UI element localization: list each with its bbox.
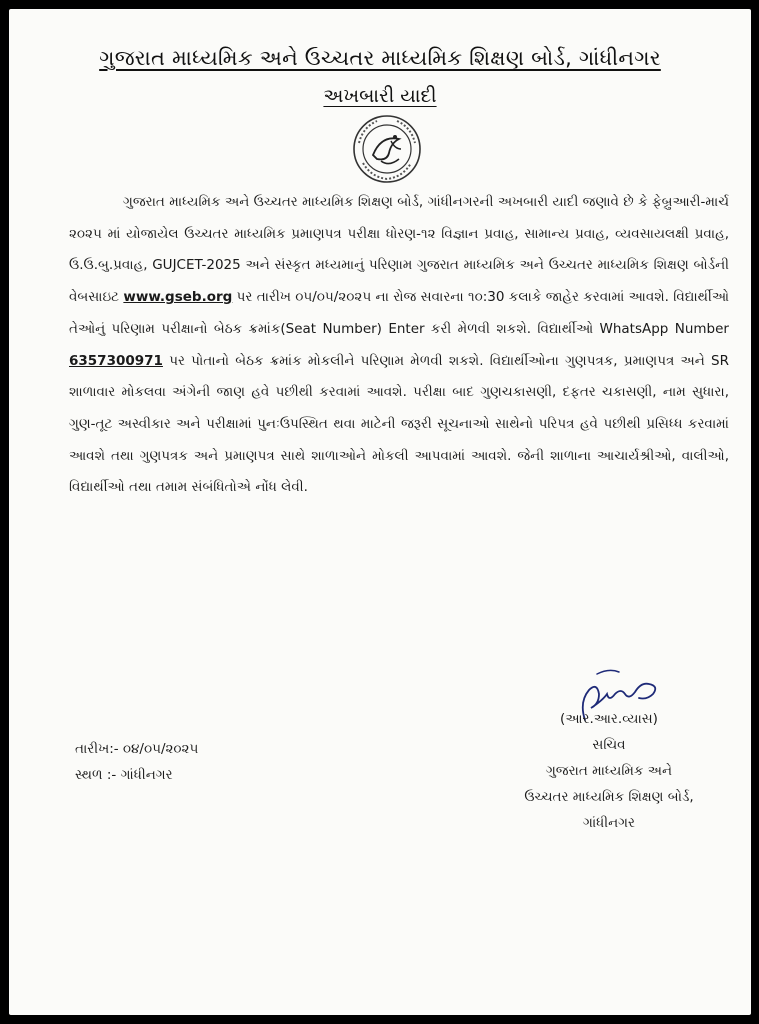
body-text-part1: ગુજરાત માધ્યમિક અને ઉચ્ચતર માધ્યમિક શિક્ષણ બોર્ડ, ગાંધીનગરની અખબારી યાદી જણાવે છે કે ફેબ્રુઆરી-માર્ચ ૨૦૨૫ માં યોજાયેલ ઉચ્ચતર માધ્યમિક પ્રમાણપત્ર પરીક્ષા ધોરણ-૧૨ વિજ્ઞાન પ્રવાહ, સામાન્ય પ્રવાહ, વ્યવસાયલક્ષી પ્રવાહ, ઉ.ઉ.બુ.પ્રવાહ, GUJCET-2025 અને સંસ્કૃત મધ્યમાનું પરિણામ ગુજરાત માધ્યમિક અને ઉચ્ચતર માધ્યમિક શિક્ષણ બોર્ડની વેબસાઇટ	[69, 194, 729, 306]
signatory-designation: સચિવ	[592, 737, 626, 753]
document-date: તારીખ:- ૦૪/૦૫/૨૦૨૫	[75, 741, 199, 757]
body-text-part2: પર તારીખ ૦૫/૦૫/૨૦૨૫ ના રોજ સવારના ૧૦:30 કલાકે જાહેર કરવામાં આવશે. વિદ્યાર્થીઓ તેઓનું પરિણામ પરીક્ષાનો બેઠક ક્રમાંક(Seat Number) Enter કરી મેળવી શકશે. વિદ્યાર્થીઓ WhatsApp Number	[69, 289, 730, 337]
website-link[interactable]: www.gseb.org	[123, 289, 233, 306]
press-release-title: અખબારી યાદી	[323, 85, 437, 107]
board-title: ગુજરાત માધ્યમિક અને ઉચ્ચતર માધ્યમિક શિક્ષણ બોર્ડ, ગાંધીનગર	[99, 46, 661, 70]
document-place: સ્થળ :- ગાંધીનગર	[75, 767, 173, 783]
whatsapp-number[interactable]: 6357300971	[69, 352, 163, 369]
signatory-org-line3: ગાંધીનગર	[582, 815, 635, 831]
signatory-org-line2: ઉચ્ચતર માધ્યમિક શિક્ષણ બોર્ડ,	[524, 789, 694, 805]
date-place-block	[75, 736, 198, 788]
body-paragraph	[69, 187, 729, 504]
signature-block	[509, 706, 709, 836]
signatory-org-line1: ગુજરાત માધ્યમિક અને	[545, 763, 673, 779]
signatory-name: (આર.આર.વ્યાસ)	[560, 711, 658, 727]
board-seal-icon	[351, 113, 423, 185]
body-text-part3: પર પોતાનો બેઠક ક્રમાંક મોકલીને પરિણામ મેળવી શકશે. વિદ્યાર્થીઓના ગુણપત્રક, પ્રમાણપત્ર અને SR શાળાવાર મોકલવા અંગેની જાણ હવે પછીથી કરવામાં આવશે. પરીક્ષા બાદ ગુણચકાસણી, દફતર ચકાસણી, નામ સુધારા, ગુણ-તૂટ અસ્વીકાર અને પરીક્ષામાં પુનઃઉપસ્થિત થવા માટેની જરૂરી સૂચનાઓ સાથેનો પરિપત્ર હવે પછીથી પ્રસિધ્ધ કરવામાં આવશે તથા ગુણપત્રક અને પ્રમાણપત્ર સાથે શાળાઓને મોકલી આપવામાં આવશે. જેની શાળાના આચાર્યશ્રીઓ, વાલીઓ, વિદ્યાર્થીઓ તથા તમામ સંબંધિતોએ નોંધ લેવી.	[69, 352, 730, 496]
document-page	[9, 9, 751, 1015]
press-release-body	[69, 187, 729, 504]
